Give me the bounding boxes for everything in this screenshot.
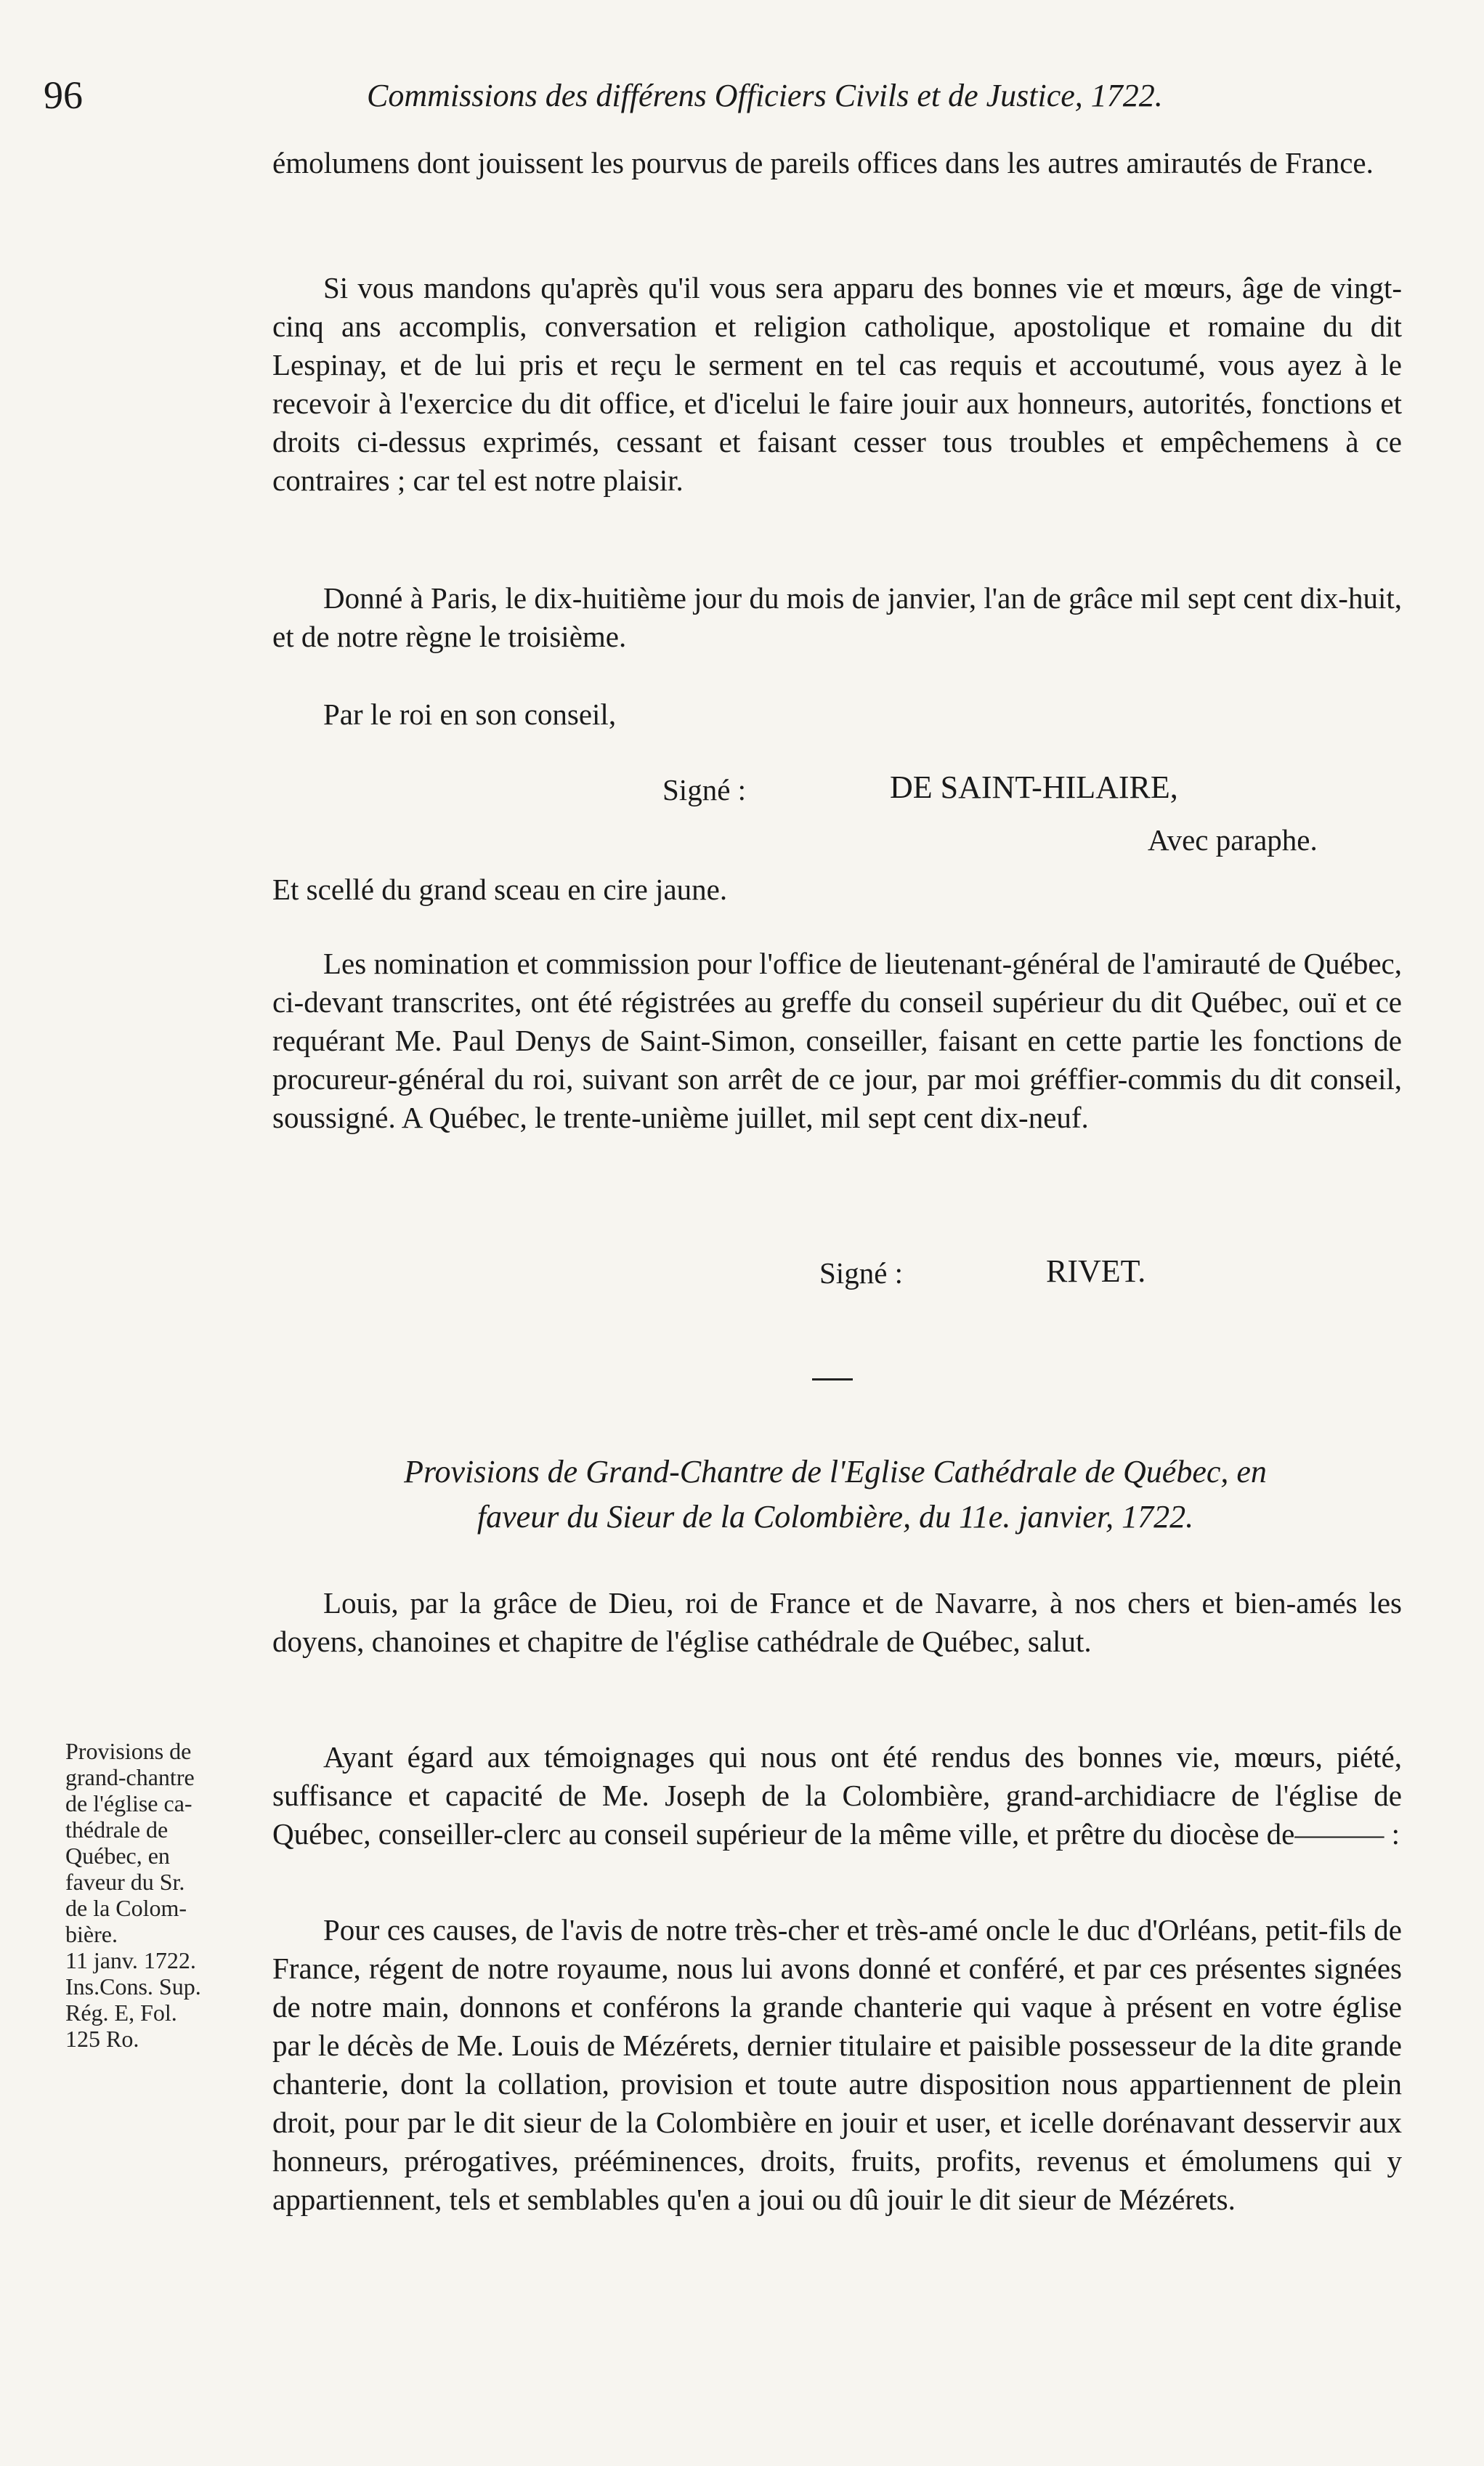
margin-note-line: grand-chantre <box>65 1764 195 1790</box>
margin-note-line: 11 janv. 1722. <box>65 1947 196 1973</box>
signature-rivet: RIVET. <box>1046 1253 1146 1289</box>
margin-note <box>65 1738 261 2052</box>
paragraph-scelle: Et scellé du grand sceau en cire jaune. <box>272 873 728 906</box>
margin-note-line: de la Colom- <box>65 1895 187 1921</box>
paragraph-emolumens: émolumens dont jouissent les pourvus de pareils offices dans les autres amirautés de France. <box>272 146 1374 179</box>
margin-note-line: de l'église ca- <box>65 1790 192 1816</box>
page-number: 96 <box>44 73 83 117</box>
text-block-par-le-roi <box>272 695 1402 734</box>
paragraph-pour-ces-causes: Pour ces causes, de l'avis de notre très-cher et très-amé oncle le duc d'Orléans, petit-fils de France, régent de notre royaume, nous lui avons donné et conféré, et par ces présentes signées de notre main, donnons et conférons la grande chanterie qui vaque à présent en votre église par le décès de Me. Louis de Mézérets, dernier titulaire et paisible possesseur de la dite grande chanterie, dont la collation, provision et toute autre disposition nous appartiennent de plein droit, pour par le dit sieur de la Colombière en jouir et user, et icelle dorénavant desservir aux honneurs, prérogatives, prééminences, droits, fruits, profits, revenus et émolumens qui y appartiennent, tels et semblables qu'en a joui ou dû jouir le dit sieur de Mézérets. <box>272 1913 1402 2216</box>
section-title-line-1: Provisions de Grand-Chantre de l'Eglise Cathédrale de Québec, en <box>404 1454 1267 1489</box>
text-block-pour-ces-causes <box>272 1911 1402 2219</box>
paragraph-registration: Les nomination et commission pour l'office de lieutenant-général de l'amirauté de Québec, ci-devant transcrites, ont été régistrées au greffe du conseil supérieur du dit Québec, ouï et ce requérant Me. Paul Denys de Saint-Simon, conseiller, faisant en cette partie les fonctions de procureur-général du roi, suivant son arrêt de ce jour, par moi gréffier-commis du dit conseil, soussigné. A Québec, le trente-unième juillet, mil sept cent dix-neuf. <box>272 947 1402 1134</box>
signed-label: Signé : <box>662 773 747 806</box>
section-title-line-2: faveur du Sieur de la Colombière, du 11e. janvier, 1722. <box>477 1499 1194 1535</box>
text-block-donne <box>272 579 1402 656</box>
margin-note-line: bière. <box>65 1921 118 1947</box>
margin-note-line: faveur du Sr. <box>65 1869 185 1895</box>
text-block-mandons <box>272 269 1402 500</box>
paragraph-par-le-roi: Par le roi en son conseil, <box>323 698 617 731</box>
section-divider <box>812 1378 853 1380</box>
text-block-registration <box>272 945 1402 1137</box>
paragraph-mandons: Si vous mandons qu'après qu'il vous sera apparu des bonnes vie et mœurs, âge de vingt-cinq ans accomplis, conversation et religion catholique, apostolique et romaine du dit Lespinay, et de lui pris et reçu le serment en tel cas requis et accoutumé, vous ayez à le recevoir à l'exercice du dit office, et d'icelui le faire jouir aux honneurs, autorités, fonctions et droits ci-dessus exprimés, cessant et faisant cesser tous troubles et empêchemens à ce contraires ; car tel est notre plaisir. <box>272 271 1402 497</box>
margin-note-line: Québec, en <box>65 1843 170 1869</box>
text-block-louis <box>272 1584 1402 1661</box>
margin-note-line: Provisions de <box>65 1738 192 1764</box>
paragraph-louis: Louis, par la grâce de Dieu, roi de France et de Navarre, à nos chers et bien-amés les doyens, chanoines et chapitre de l'église cathédrale de Québec, salut. <box>272 1586 1402 1658</box>
paragraph-donne-a-paris: Donné à Paris, le dix-huitième jour du mois de janvier, l'an de grâce mil sept cent dix-huit, et de notre règne le troisième. <box>272 581 1402 653</box>
signature-saint-hilaire: DE SAINT-HILAIRE, <box>890 769 1178 805</box>
margin-note-line: thédrale de <box>65 1816 169 1843</box>
margin-note-line: 125 Ro. <box>65 2026 139 2052</box>
page-header <box>44 73 1373 124</box>
running-title: Commissions des différens Officiers Civils et de Justice, 1722. <box>367 78 1163 113</box>
section-title <box>269 1450 1402 1540</box>
paragraph-ayant-egard: Ayant égard aux témoignages qui nous ont été rendus des bonnes vie, mœurs, piété, suffisance et capacité de Me. Joseph de la Colombière, grand-archidiacre de l'église de Québec, conseiller-clerc au conseil supérieur de la même ville, et prêtre du diocèse de——— : <box>272 1740 1402 1851</box>
signed-label-2: Signé : <box>819 1256 904 1290</box>
paraphe-note: Avec paraphe. <box>1148 823 1318 857</box>
text-block-continuation <box>272 144 1402 182</box>
text-block-scelle <box>272 870 1402 909</box>
margin-note-line: Ins.Cons. Sup. <box>65 1973 201 2000</box>
text-block-ayant-egard <box>272 1738 1402 1853</box>
margin-note-line: Rég. E, Fol. <box>65 2000 177 2026</box>
